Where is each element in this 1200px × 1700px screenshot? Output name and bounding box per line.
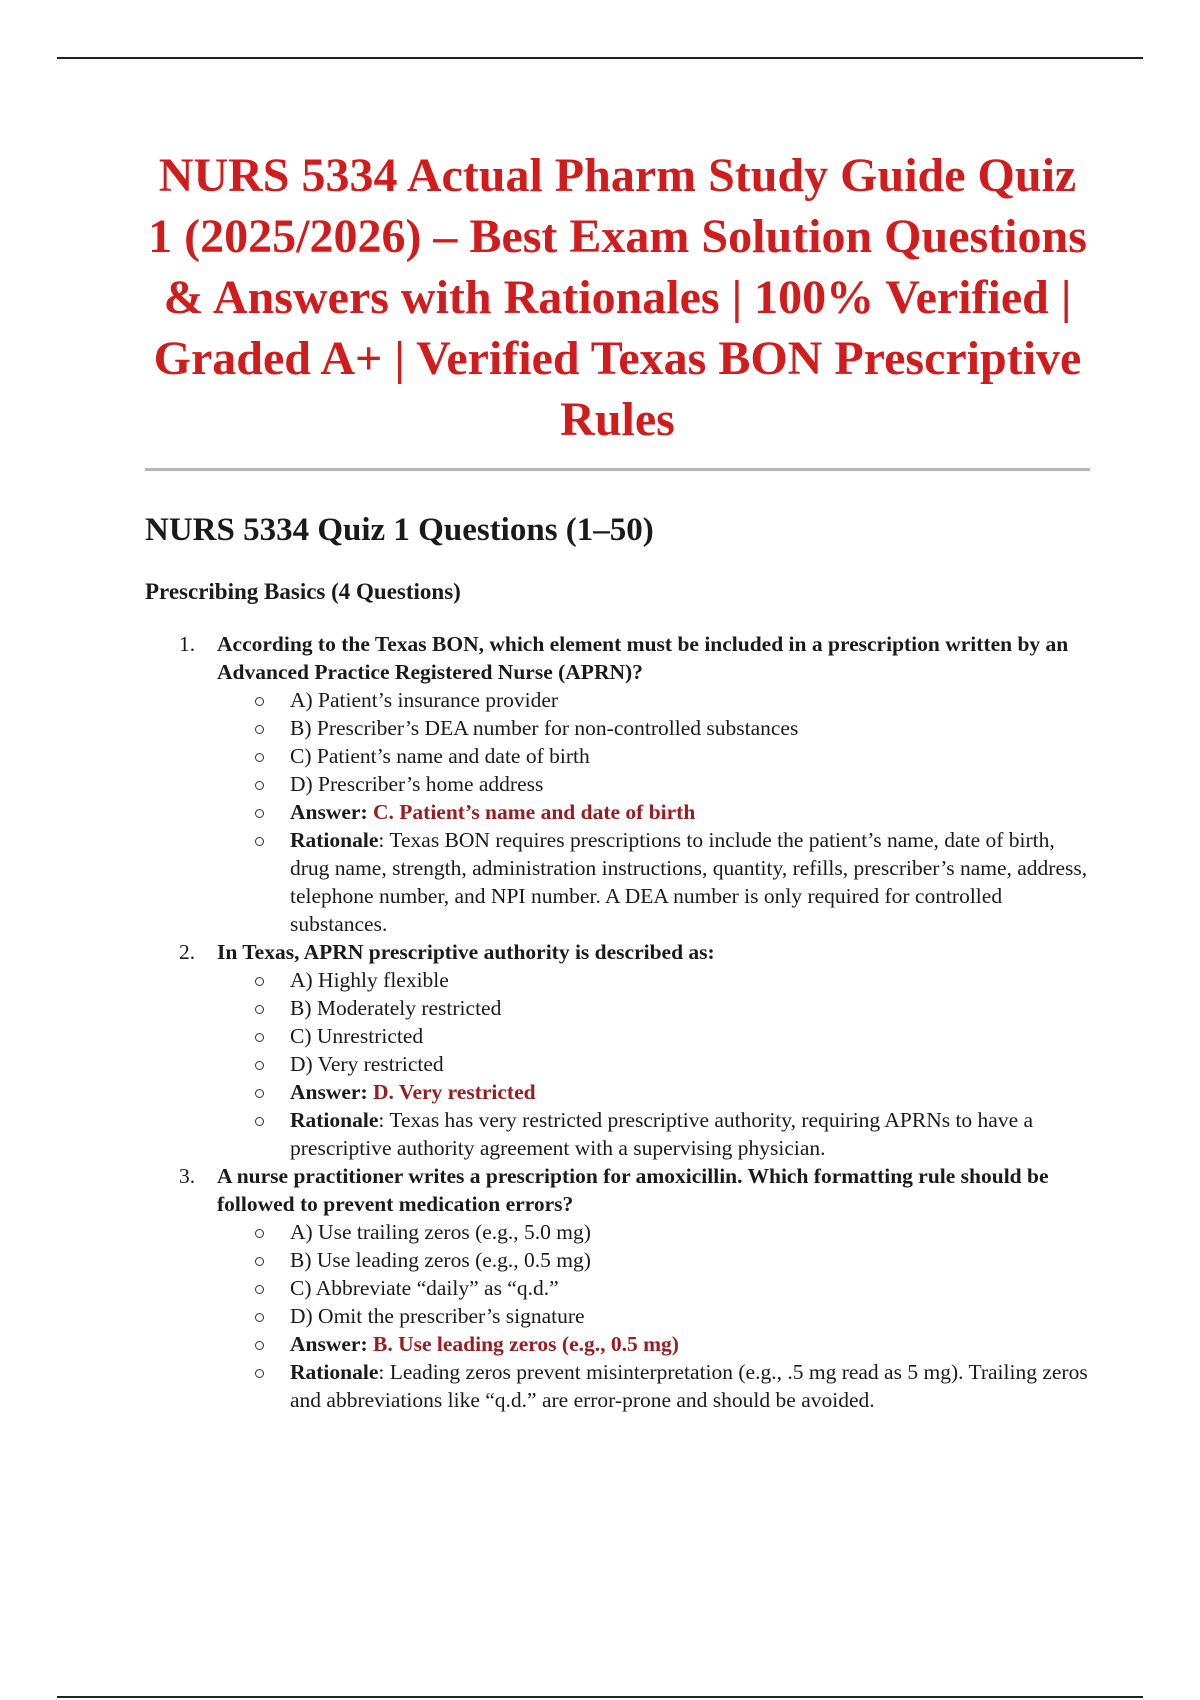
question-number: 3. <box>179 1164 196 1188</box>
option-item <box>290 1246 1090 1274</box>
rationale-item <box>290 1106 1090 1162</box>
option-item <box>290 770 1090 798</box>
title-divider <box>145 468 1090 471</box>
option-item <box>290 1022 1090 1050</box>
rationale-label: Rationale <box>290 1360 379 1384</box>
question-text: According to the Texas BON, which element must be included in a prescription written by an Advanced Practice Registered Nurse (APRN)? <box>217 632 1069 684</box>
sub-heading: Prescribing Basics (4 Questions) <box>145 579 461 604</box>
option-item <box>290 1050 1090 1078</box>
rationale-text: : Leading zeros prevent misinterpretation (e.g., .5 mg read as 5 mg). Trailing zeros and abbreviations like “q.d.” are error-prone and should be avoided. <box>290 1360 1088 1412</box>
option-text: B) Use leading zeros (e.g., 0.5 mg) <box>290 1248 591 1272</box>
answer-value: D. Very restricted <box>373 1080 536 1104</box>
circle-bullet-icon <box>255 977 264 986</box>
answer-item <box>290 1078 1090 1106</box>
circle-bullet-icon <box>255 837 264 846</box>
option-text: D) Prescriber’s home address <box>290 772 544 796</box>
question-item <box>145 938 1090 1162</box>
option-list <box>217 686 1090 938</box>
circle-bullet-icon <box>255 1285 264 1294</box>
option-text: A) Patient’s insurance provider <box>290 688 559 712</box>
circle-bullet-icon <box>255 809 264 818</box>
option-item <box>290 994 1090 1022</box>
rationale-text: : Texas has very restricted prescriptive authority, requiring APRNs to have a prescriptive authority agreement with a supervising physician. <box>290 1108 1034 1160</box>
option-item <box>290 1218 1090 1246</box>
circle-bullet-icon <box>255 725 264 734</box>
rationale-label: Rationale <box>290 828 379 852</box>
question-list <box>145 630 1090 1414</box>
question-item <box>145 630 1090 938</box>
answer-label: Answer: <box>290 800 368 824</box>
circle-bullet-icon <box>255 1117 264 1126</box>
circle-bullet-icon <box>255 1089 264 1098</box>
option-text: A) Highly flexible <box>290 968 449 992</box>
circle-bullet-icon <box>255 1033 264 1042</box>
option-item <box>290 1302 1090 1330</box>
rationale-label: Rationale <box>290 1108 379 1132</box>
circle-bullet-icon <box>255 1369 264 1378</box>
circle-bullet-icon <box>255 781 264 790</box>
option-item <box>290 742 1090 770</box>
page-top-rule <box>57 57 1143 59</box>
option-item <box>290 1274 1090 1302</box>
answer-item <box>290 798 1090 826</box>
answer-label: Answer: <box>290 1080 368 1104</box>
page-bottom-rule <box>57 1696 1143 1698</box>
option-item <box>290 966 1090 994</box>
rationale-item <box>290 826 1090 938</box>
circle-bullet-icon <box>255 753 264 762</box>
document-title: NURS 5334 Actual Pharm Study Guide Quiz 1 (2025/2026) – Best Exam Solution Questions & Answers with Rationales | 100% Verified | Graded A+ | Verified Texas BON Prescriptive Rules <box>148 149 1087 446</box>
option-item <box>290 686 1090 714</box>
question-number: 2. <box>179 940 196 964</box>
option-list <box>217 966 1090 1162</box>
option-text: D) Omit the prescriber’s signature <box>290 1304 585 1328</box>
rationale-text: : Texas BON requires prescriptions to include the patient’s name, date of birth, drug name, strength, administration instructions, quantity, refills, prescriber’s name, address, telephone number, and NPI number. A DEA number is only required for controlled substances. <box>290 828 1088 936</box>
rationale-item <box>290 1358 1090 1414</box>
circle-bullet-icon <box>255 1005 264 1014</box>
document-body <box>145 145 1090 1414</box>
circle-bullet-icon <box>255 1061 264 1070</box>
option-text: D) Very restricted <box>290 1052 444 1076</box>
option-text: C) Unrestricted <box>290 1024 424 1048</box>
option-text: A) Use trailing zeros (e.g., 5.0 mg) <box>290 1220 591 1244</box>
answer-value: C. Patient’s name and date of birth <box>373 800 696 824</box>
question-item <box>145 1162 1090 1414</box>
circle-bullet-icon <box>255 697 264 706</box>
section-heading: NURS 5334 Quiz 1 Questions (1–50) <box>145 512 654 548</box>
option-text: B) Moderately restricted <box>290 996 502 1020</box>
option-text: C) Patient’s name and date of birth <box>290 744 590 768</box>
option-list <box>217 1218 1090 1414</box>
circle-bullet-icon <box>255 1229 264 1238</box>
answer-item <box>290 1330 1090 1358</box>
question-number: 1. <box>179 632 196 656</box>
circle-bullet-icon <box>255 1341 264 1350</box>
question-text: A nurse practitioner writes a prescription for amoxicillin. Which formatting rule should be followed to prevent medication errors? <box>217 1164 1049 1216</box>
option-text: B) Prescriber’s DEA number for non-controlled substances <box>290 716 799 740</box>
answer-label: Answer: <box>290 1332 368 1356</box>
question-text: In Texas, APRN prescriptive authority is described as: <box>217 940 715 964</box>
answer-value: B. Use leading zeros (e.g., 0.5 mg) <box>373 1332 679 1356</box>
circle-bullet-icon <box>255 1257 264 1266</box>
option-item <box>290 714 1090 742</box>
circle-bullet-icon <box>255 1313 264 1322</box>
option-text: C) Abbreviate “daily” as “q.d.” <box>290 1276 559 1300</box>
